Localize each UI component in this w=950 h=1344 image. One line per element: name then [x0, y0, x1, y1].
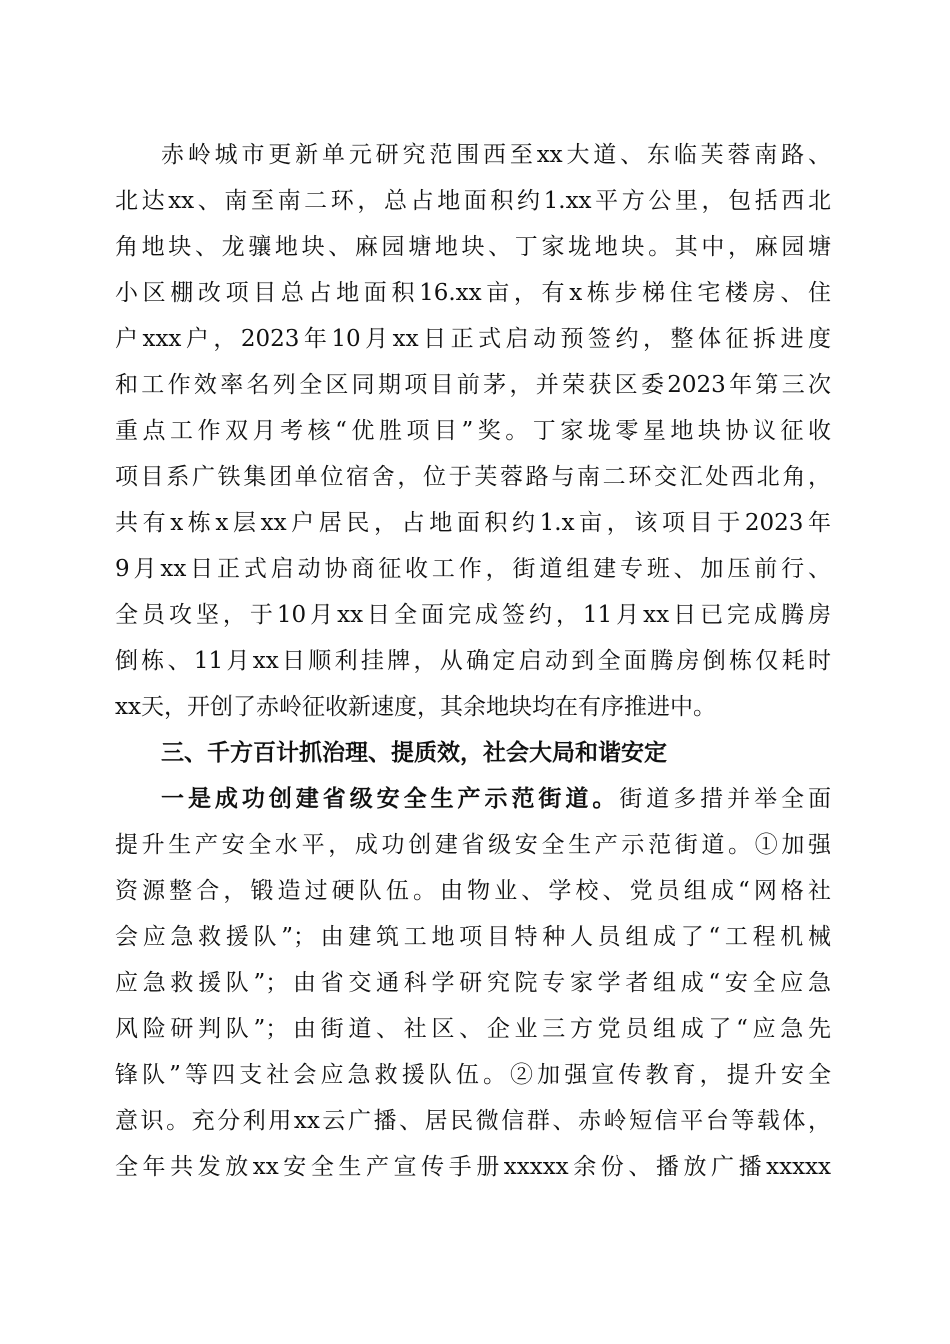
section-heading: 三、千方百计抓治理、提质效，社会大局和谐安定: [161, 740, 667, 766]
paragraph-line: 会应急救援队”；由建筑工地项目特种人员组成了“工程机械: [115, 924, 831, 950]
paragraph-line: 提升生产安全水平，成功创建省级安全生产示范街道。①加强: [115, 832, 831, 858]
paragraph-line: 锋队”等四支社会应急救援队伍。②加强宣传教育，提升安全: [115, 1062, 831, 1088]
paragraph-line: 重点工作双月考核“优胜项目”奖。丁家垅零星地块协议征收: [115, 418, 831, 444]
paragraph-line: 全年共发放xx安全生产宣传手册xxxxx余份、播放广播xxxxx: [115, 1154, 831, 1180]
paragraph-line: 和工作效率名列全区同期项目前茅，并荣获区委2023年第三次: [115, 372, 831, 398]
paragraph-line: 赤岭城市更新单元研究范围西至xx大道、东临芙蓉南路、: [161, 142, 831, 168]
paragraph-line: 风险研判队”；由街道、社区、企业三方党员组成了“应急先: [115, 1016, 831, 1042]
paragraph-line: xx天，开创了赤岭征收新速度，其余地块均在有序推进中。: [115, 694, 716, 720]
paragraph-line: 应急救援队”；由省交通科学研究院专家学者组成“安全应急: [115, 970, 831, 996]
paragraph-line: 户xxx户，2023年10月xx日正式启动预签约，整体征拆进度: [115, 326, 831, 352]
paragraph-line: 项目系广铁集团单位宿舍，位于芙蓉路与南二环交汇处西北角，: [115, 464, 831, 490]
paragraph-line: 共有x栋x层xx户居民，占地面积约1.x亩，该项目于2023年: [115, 510, 831, 536]
paragraph-line: [115, 776, 831, 822]
paragraph-line: 倒栋、11月xx日顺利挂牌，从确定启动到全面腾房倒栋仅耗时: [115, 648, 831, 674]
paragraph-line: 意识。充分利用xx云广播、居民微信群、赤岭短信平台等载体，: [115, 1108, 831, 1134]
paragraph-line: 北达xx、南至南二环，总占地面积约1.xx平方公里，包括西北: [115, 188, 831, 214]
paragraph-lead-rest: 街道多措并举全面: [619, 786, 831, 812]
paragraph-urban-renewal: [115, 132, 831, 1190]
paragraph-lead: 一是成功创建省级安全生产示范街道。: [161, 785, 620, 812]
paragraph-line: 全员攻坚，于10月xx日全面完成签约，11月xx日已完成腾房: [115, 602, 831, 628]
paragraph-line: 资源整合，锻造过硬队伍。由物业、学校、党员组成“网格社: [115, 878, 831, 904]
paragraph-line: 9月xx日正式启动协商征收工作，街道组建专班、加压前行、: [115, 556, 831, 582]
paragraph-line: 小区棚改项目总占地面积16.xx亩，有x栋步梯住宅楼房、住: [115, 280, 831, 306]
paragraph-line: 角地块、龙骧地块、麻园塘地块、丁家垅地块。其中，麻园塘: [115, 234, 831, 260]
